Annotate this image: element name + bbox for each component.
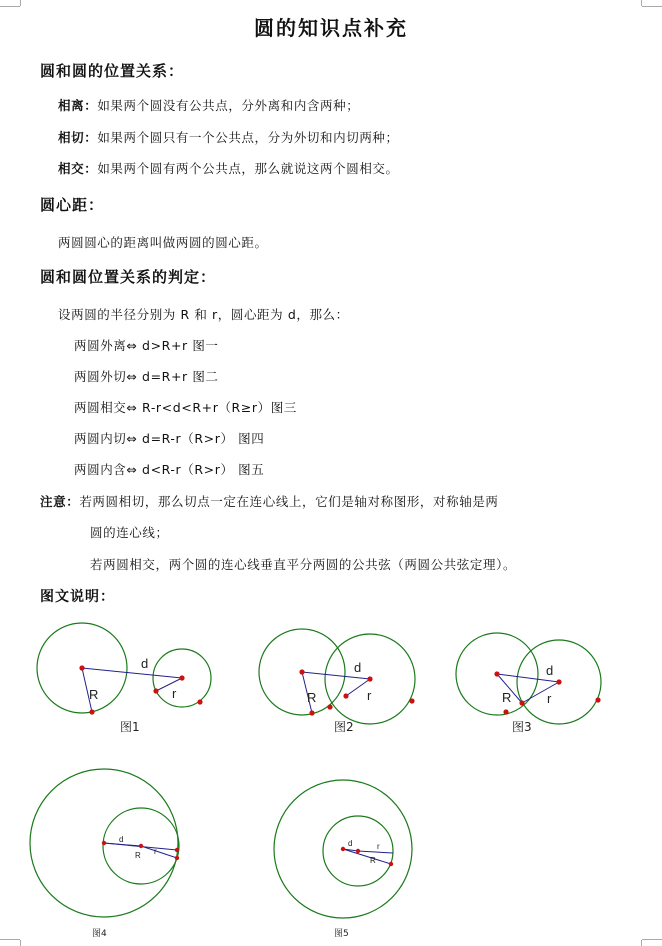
center-point (356, 849, 360, 853)
figure-4 (30, 769, 179, 939)
figure-caption: 图1 (120, 720, 140, 734)
center-point (367, 676, 372, 681)
definition-text: 如果两个圆只有一个公共点，分为外切和内切两种； (97, 130, 399, 145)
figure-caption: 图5 (334, 929, 349, 939)
letter-r: r (172, 686, 177, 701)
center-distance-definition: 两圆圆心的距离叫做两圆的圆心距。 (58, 235, 268, 250)
radius-r (358, 851, 393, 853)
circle-point (519, 700, 524, 705)
radius-r (156, 678, 182, 691)
note-line-3: 若两圆相交，两个圆的连心线垂直平分两圆的公共弦（两圆公共弦定理）。 (90, 557, 517, 572)
figure-1 (37, 623, 211, 734)
circle-point (327, 704, 332, 709)
letter-R: R (135, 851, 141, 860)
definition-text: 如果两个圆有两个公共点，那么就说这两个圆相交。 (97, 161, 399, 176)
letter-r: r (367, 688, 372, 703)
letter-d: d (348, 839, 353, 848)
term-label: 相切： (58, 130, 98, 145)
center-point (494, 671, 499, 676)
center-point (341, 847, 345, 851)
rule-contained: 两圆内含⇔ d<R-r（R>r） 图五 (74, 462, 265, 477)
figure-3 (456, 633, 601, 734)
letter-d: d (354, 660, 362, 675)
circle-point (503, 709, 508, 714)
section-heading-judgement: 圆和圆位置关系的判定： (40, 268, 217, 286)
circle-point (197, 699, 202, 704)
rule-external-tangent: 两圆外切⇔ d=R+r 图二 (74, 369, 219, 384)
rule-external-separate: 两圆外离⇔ d>R+r 图一 (74, 338, 219, 353)
center-point (556, 679, 561, 684)
letter-R: R (89, 687, 99, 702)
circle-point (409, 698, 414, 703)
letter-R: R (307, 690, 317, 705)
page-title: 圆的知识点补充 (254, 16, 408, 40)
term-label: 相离： (58, 98, 98, 113)
note-text: 若两圆相切，那么切点一定在连心线上，它们是轴对称图形，对称轴是两 (79, 494, 499, 509)
circle-point (595, 697, 600, 702)
center-point (179, 675, 184, 680)
section-heading-center-distance: 圆心距： (40, 196, 105, 214)
figure-caption: 图4 (92, 929, 107, 939)
letter-r: r (154, 847, 157, 856)
circle-point (153, 688, 158, 693)
circle-point (89, 709, 94, 714)
center-point (79, 665, 84, 670)
section-heading-position: 圆和圆的位置关系： (40, 62, 185, 80)
letter-d: d (119, 835, 124, 844)
letter-d: d (141, 656, 149, 671)
circle-point (343, 693, 348, 698)
figure-5 (274, 780, 412, 939)
figure-caption: 图2 (334, 720, 354, 734)
center-line (82, 668, 182, 678)
letter-R: R (370, 856, 376, 865)
radius-r (522, 682, 559, 703)
circle-point (175, 856, 179, 860)
center-point (102, 841, 106, 845)
term-label: 相交： (58, 161, 98, 176)
rule-internal-tangent: 两圆内切⇔ d=R-r（R>r） 图四 (74, 431, 265, 446)
judgement-intro: 设两圆的半径分别为 R 和 r，圆心距为 d，那么： (58, 307, 349, 322)
letter-R: R (502, 690, 512, 705)
note-line-2: 圆的连心线； (90, 525, 169, 540)
letter-d: d (546, 663, 554, 678)
figure-caption: 图3 (512, 720, 532, 734)
center-point (299, 669, 304, 674)
figure-2 (259, 629, 415, 734)
note-label: 注意： (40, 494, 80, 509)
center-point (139, 844, 143, 848)
circle-point (309, 710, 314, 715)
letter-r: r (547, 691, 552, 706)
definition-text: 如果两个圆没有公共点，分外离和内含两种； (97, 98, 360, 113)
letter-r: r (377, 842, 380, 851)
rule-intersect: 两圆相交⇔ R-r<d<R+r（R≥r）图三 (74, 400, 297, 415)
circle-point (389, 862, 393, 866)
figures-heading: 图文说明： (40, 589, 115, 605)
tangent-point (175, 848, 179, 852)
